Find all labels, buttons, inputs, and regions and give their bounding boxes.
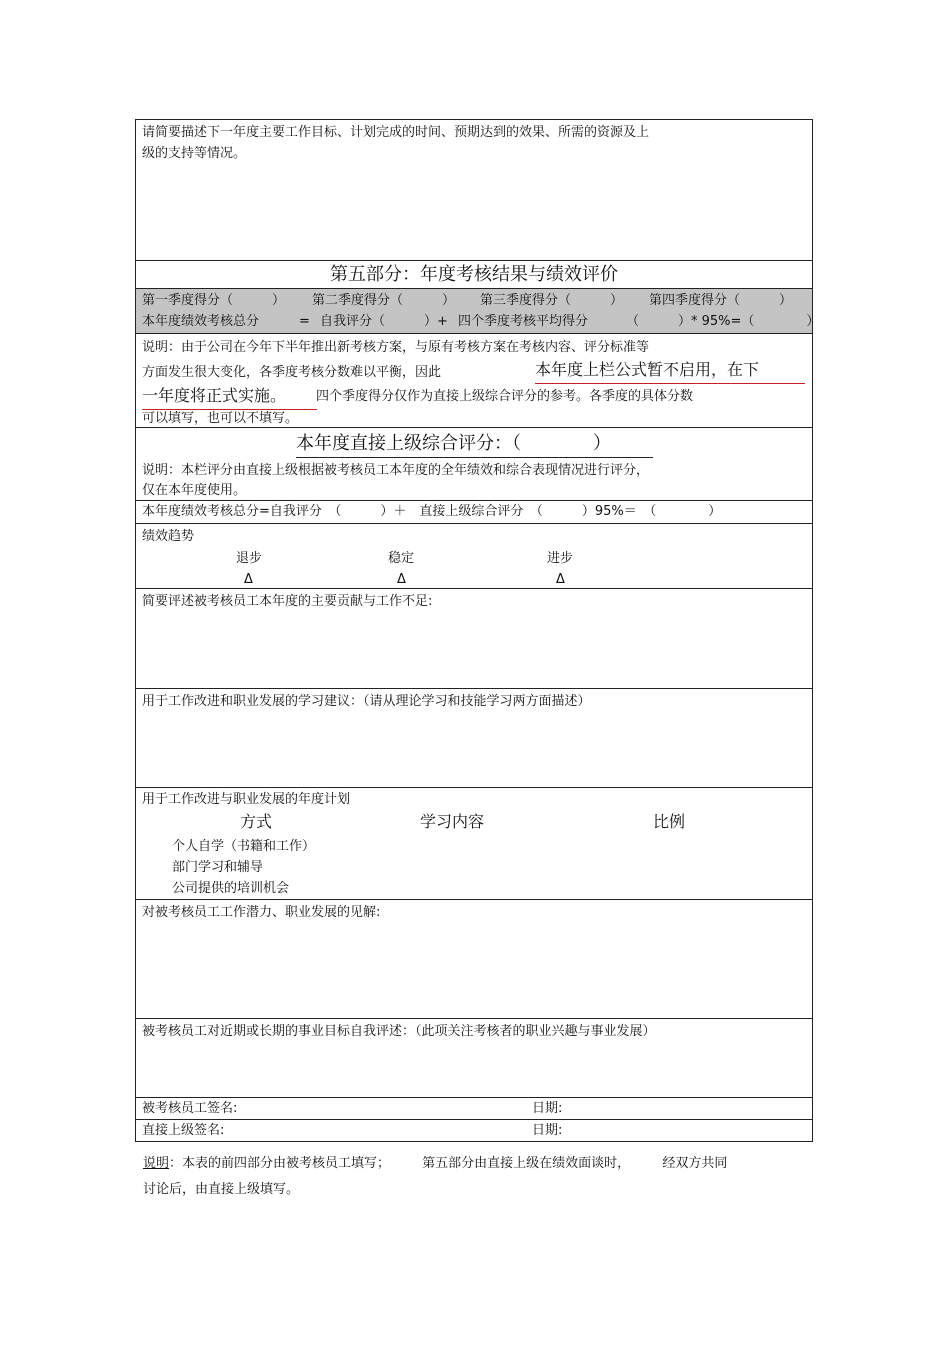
q3-score-field[interactable]: 第三季度得分（ ）: [480, 293, 624, 308]
part5-expl-line3: 四个季度得分仅作为直接上级综合评分的参考。各季度的具体分数: [316, 389, 694, 404]
employee-signature-label: 被考核员工签名:: [142, 1101, 238, 1116]
footnote-part2: 第五部分由直接上级在绩效面谈时，: [422, 1156, 631, 1171]
contribution-label: 简要评述被考核员工本年度的主要贡献与工作不足:: [142, 594, 433, 609]
part5-expl-line2: 方面发生很大变化，各季度考核分数难以平衡，因此: [142, 365, 442, 380]
contribution-section[interactable]: [136, 589, 812, 689]
next-year-goals-section[interactable]: [136, 120, 812, 261]
trend-regress-checkbox[interactable]: Δ: [244, 572, 253, 587]
performance-trend-section: [136, 524, 812, 589]
footnote-label: 说明: [143, 1156, 170, 1171]
employee-signature-row[interactable]: [136, 1098, 812, 1120]
part5-title-row: [136, 261, 812, 289]
plan-item-company-training[interactable]: 公司提供的培训机会: [172, 881, 290, 896]
plan-label: 用于工作改进与职业发展的年度计划: [142, 792, 351, 807]
footnote-line2: 讨论后，由直接上级填写。: [143, 1182, 300, 1197]
supervisor-date-label: 日期:: [532, 1123, 563, 1138]
trend-progress-checkbox[interactable]: Δ: [556, 572, 565, 587]
trend-progress-label: 进步: [547, 551, 574, 566]
quarter-avg-field[interactable]: （ ）* 95%=（ ）: [626, 314, 820, 329]
part5-expl-highlight1: 本年度上栏公式暂不启用，在下: [535, 357, 805, 384]
potential-section[interactable]: [136, 900, 812, 1019]
plan-item-dept-coaching[interactable]: 部门学习和辅导: [172, 860, 264, 875]
employee-date-label: 日期:: [532, 1101, 563, 1116]
plan-header-method: 方式: [240, 812, 273, 831]
plan-item-self-study[interactable]: 个人自学（书籍和工作）: [172, 839, 316, 854]
q4-score-field[interactable]: 第四季度得分（ ）: [649, 293, 793, 308]
part5-expl-line1: 说明：由于公司在今年下半年推出新考核方案，与原有考核方案在考核内容、评分标准等: [142, 340, 650, 355]
footnote-part1: ：本表的前四部分由被考核员工填写；: [169, 1156, 391, 1171]
supervisor-expl-line1: 说明：本栏评分由直接上级根据被考核员工本年度的全年绩效和综合表现情况进行评分，: [142, 463, 650, 478]
self-score-field[interactable]: 自我评分（ ）+: [320, 314, 448, 329]
supervisor-signature-label: 直接上级签名:: [142, 1123, 225, 1138]
final-total-formula[interactable]: 本年度绩效考核总分=自我评分 （ ）＋ 直接上级综合评分 （ ）95%＝ （ ）: [142, 504, 722, 519]
footnote-part3: 经双方共同: [662, 1156, 728, 1171]
part5-explanation: [136, 334, 812, 428]
quarter-avg-label: 四个季度考核平均得分: [458, 314, 589, 329]
appraisal-form: [135, 119, 820, 1142]
supervisor-signature-row[interactable]: [136, 1120, 812, 1141]
plan-header-ratio: 比例: [653, 812, 686, 831]
quarter-scores-row[interactable]: [136, 289, 820, 334]
potential-label: 对被考核员工工作潜力、职业发展的见解:: [142, 905, 381, 920]
learning-label: 用于工作改进和职业发展的学习建议：（请从理论学习和技能学习两方面描述）: [142, 694, 591, 709]
final-total-row[interactable]: [136, 501, 812, 524]
part5-expl-highlight2: 一年度将正式实施。: [142, 383, 317, 410]
trend-stable-label: 稳定: [388, 551, 415, 566]
total-formula-label: 本年度绩效考核总分: [142, 314, 260, 329]
supervisor-score-section[interactable]: [136, 428, 812, 501]
total-formula-equals: =: [299, 314, 310, 329]
career-label: 被考核员工对近期或长期的事业目标自我评述：（此项关注考核者的职业兴趣与事业发展）: [142, 1024, 656, 1039]
trend-stable-checkbox[interactable]: Δ: [397, 572, 406, 587]
part5-expl-line4: 可以填写，也可以不填写。: [142, 411, 299, 426]
trend-regress-label: 退步: [236, 551, 263, 566]
part5-title: 第五部分：年度考核结果与绩效评价: [330, 264, 618, 285]
plan-header-content: 学习内容: [420, 812, 485, 831]
q1-score-field[interactable]: 第一季度得分（ ）: [142, 293, 286, 308]
trend-label: 绩效趋势: [142, 529, 195, 544]
annual-plan-section: [136, 788, 812, 900]
q2-score-field[interactable]: 第二季度得分（ ）: [312, 293, 456, 308]
career-goals-section[interactable]: [136, 1019, 812, 1098]
goals-prompt-line2: 级的支持等情况。: [142, 146, 247, 161]
footnote: [143, 1151, 808, 1203]
goals-prompt-line1: 请简要描述下一年度主要工作目标、计划完成的时间、预期达到的效果、所需的资源及上: [142, 125, 650, 140]
supervisor-score-title[interactable]: 本年度直接上级综合评分：（ ）: [296, 431, 653, 458]
learning-suggestion-section[interactable]: [136, 689, 812, 788]
footnote-line1: [143, 1151, 808, 1177]
supervisor-expl-line2: 仅在本年度使用。: [142, 483, 247, 498]
